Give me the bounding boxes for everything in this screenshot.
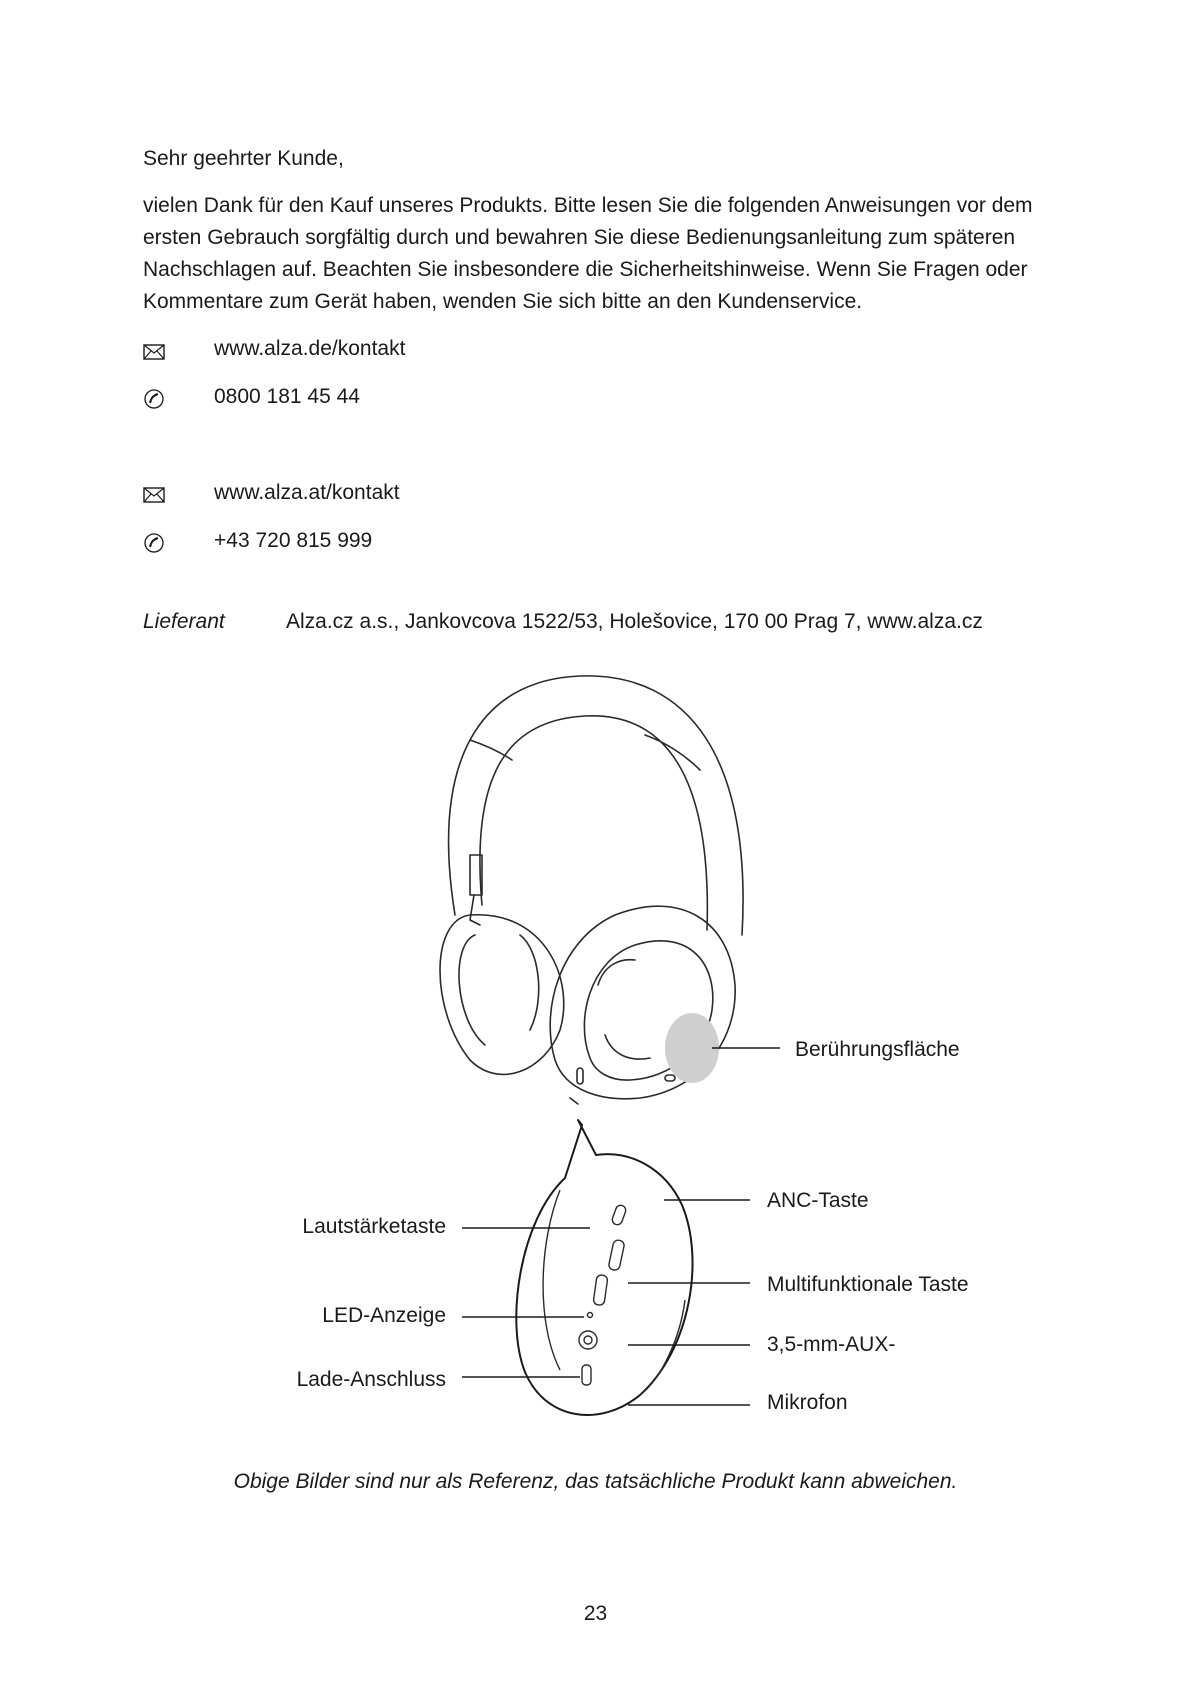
label-charging-port: Lade-Anschluss: [296, 1368, 446, 1391]
supplier-text: Alza.cz a.s., Jankovcova 1522/53, Holešovice, 170 00 Prag 7, www.alza.cz: [286, 610, 983, 633]
phone-icon: [143, 388, 165, 410]
greeting: Sehr geehrter Kunde,: [143, 147, 344, 170]
side-panel-details: [543, 1190, 685, 1395]
label-led: LED-Anzeige: [322, 1304, 446, 1327]
label-multifunction-button: Multifunktionale Taste: [767, 1273, 969, 1296]
page-number: 23: [583, 1602, 608, 1625]
leader-lines: [462, 1048, 780, 1405]
label-touch-surface: Berührungsfläche: [795, 1038, 960, 1061]
supplier-label: Lieferant: [143, 610, 225, 633]
side-panel-zoom: [516, 1120, 692, 1415]
label-microphone: Mikrofon: [767, 1391, 848, 1414]
label-aux: 3,5-mm-AUX-: [767, 1333, 896, 1356]
phone-icon: [143, 532, 165, 554]
reference-note: Obige Bilder sind nur als Referenz, das tatsächliche Produkt kann abweichen.: [233, 1470, 958, 1493]
intro-paragraph: vielen Dank für den Kauf unseres Produkts. Bitte lesen Sie die folgenden Anweisungen vor dem ersten Gebrauch sorgfältig durch und bewahren Sie diese Bedienungsanleitung zum späteren Nachschlagen auf. Beachten Sie insbesondere die Sicherheitshinweise. Wenn Sie Fragen oder Kommentare zum Gerät haben, wenden Sie sich bitte an den Kundenservice.: [143, 194, 1033, 313]
headphone-diagram: [0, 660, 1191, 1420]
contact-web-de[interactable]: www.alza.de/kontakt: [214, 337, 406, 360]
contact-phone-at: +43 720 815 999: [214, 529, 373, 552]
envelope-icon: [143, 341, 165, 363]
contact-web-at[interactable]: www.alza.at/kontakt: [214, 481, 400, 504]
label-anc-button: ANC-Taste: [767, 1189, 869, 1212]
envelope-icon: [143, 484, 165, 506]
contact-phone-de: 0800 181 45 44: [214, 385, 360, 408]
touch-surface: [665, 1013, 719, 1083]
label-volume-button: Lautstärketaste: [302, 1215, 446, 1238]
